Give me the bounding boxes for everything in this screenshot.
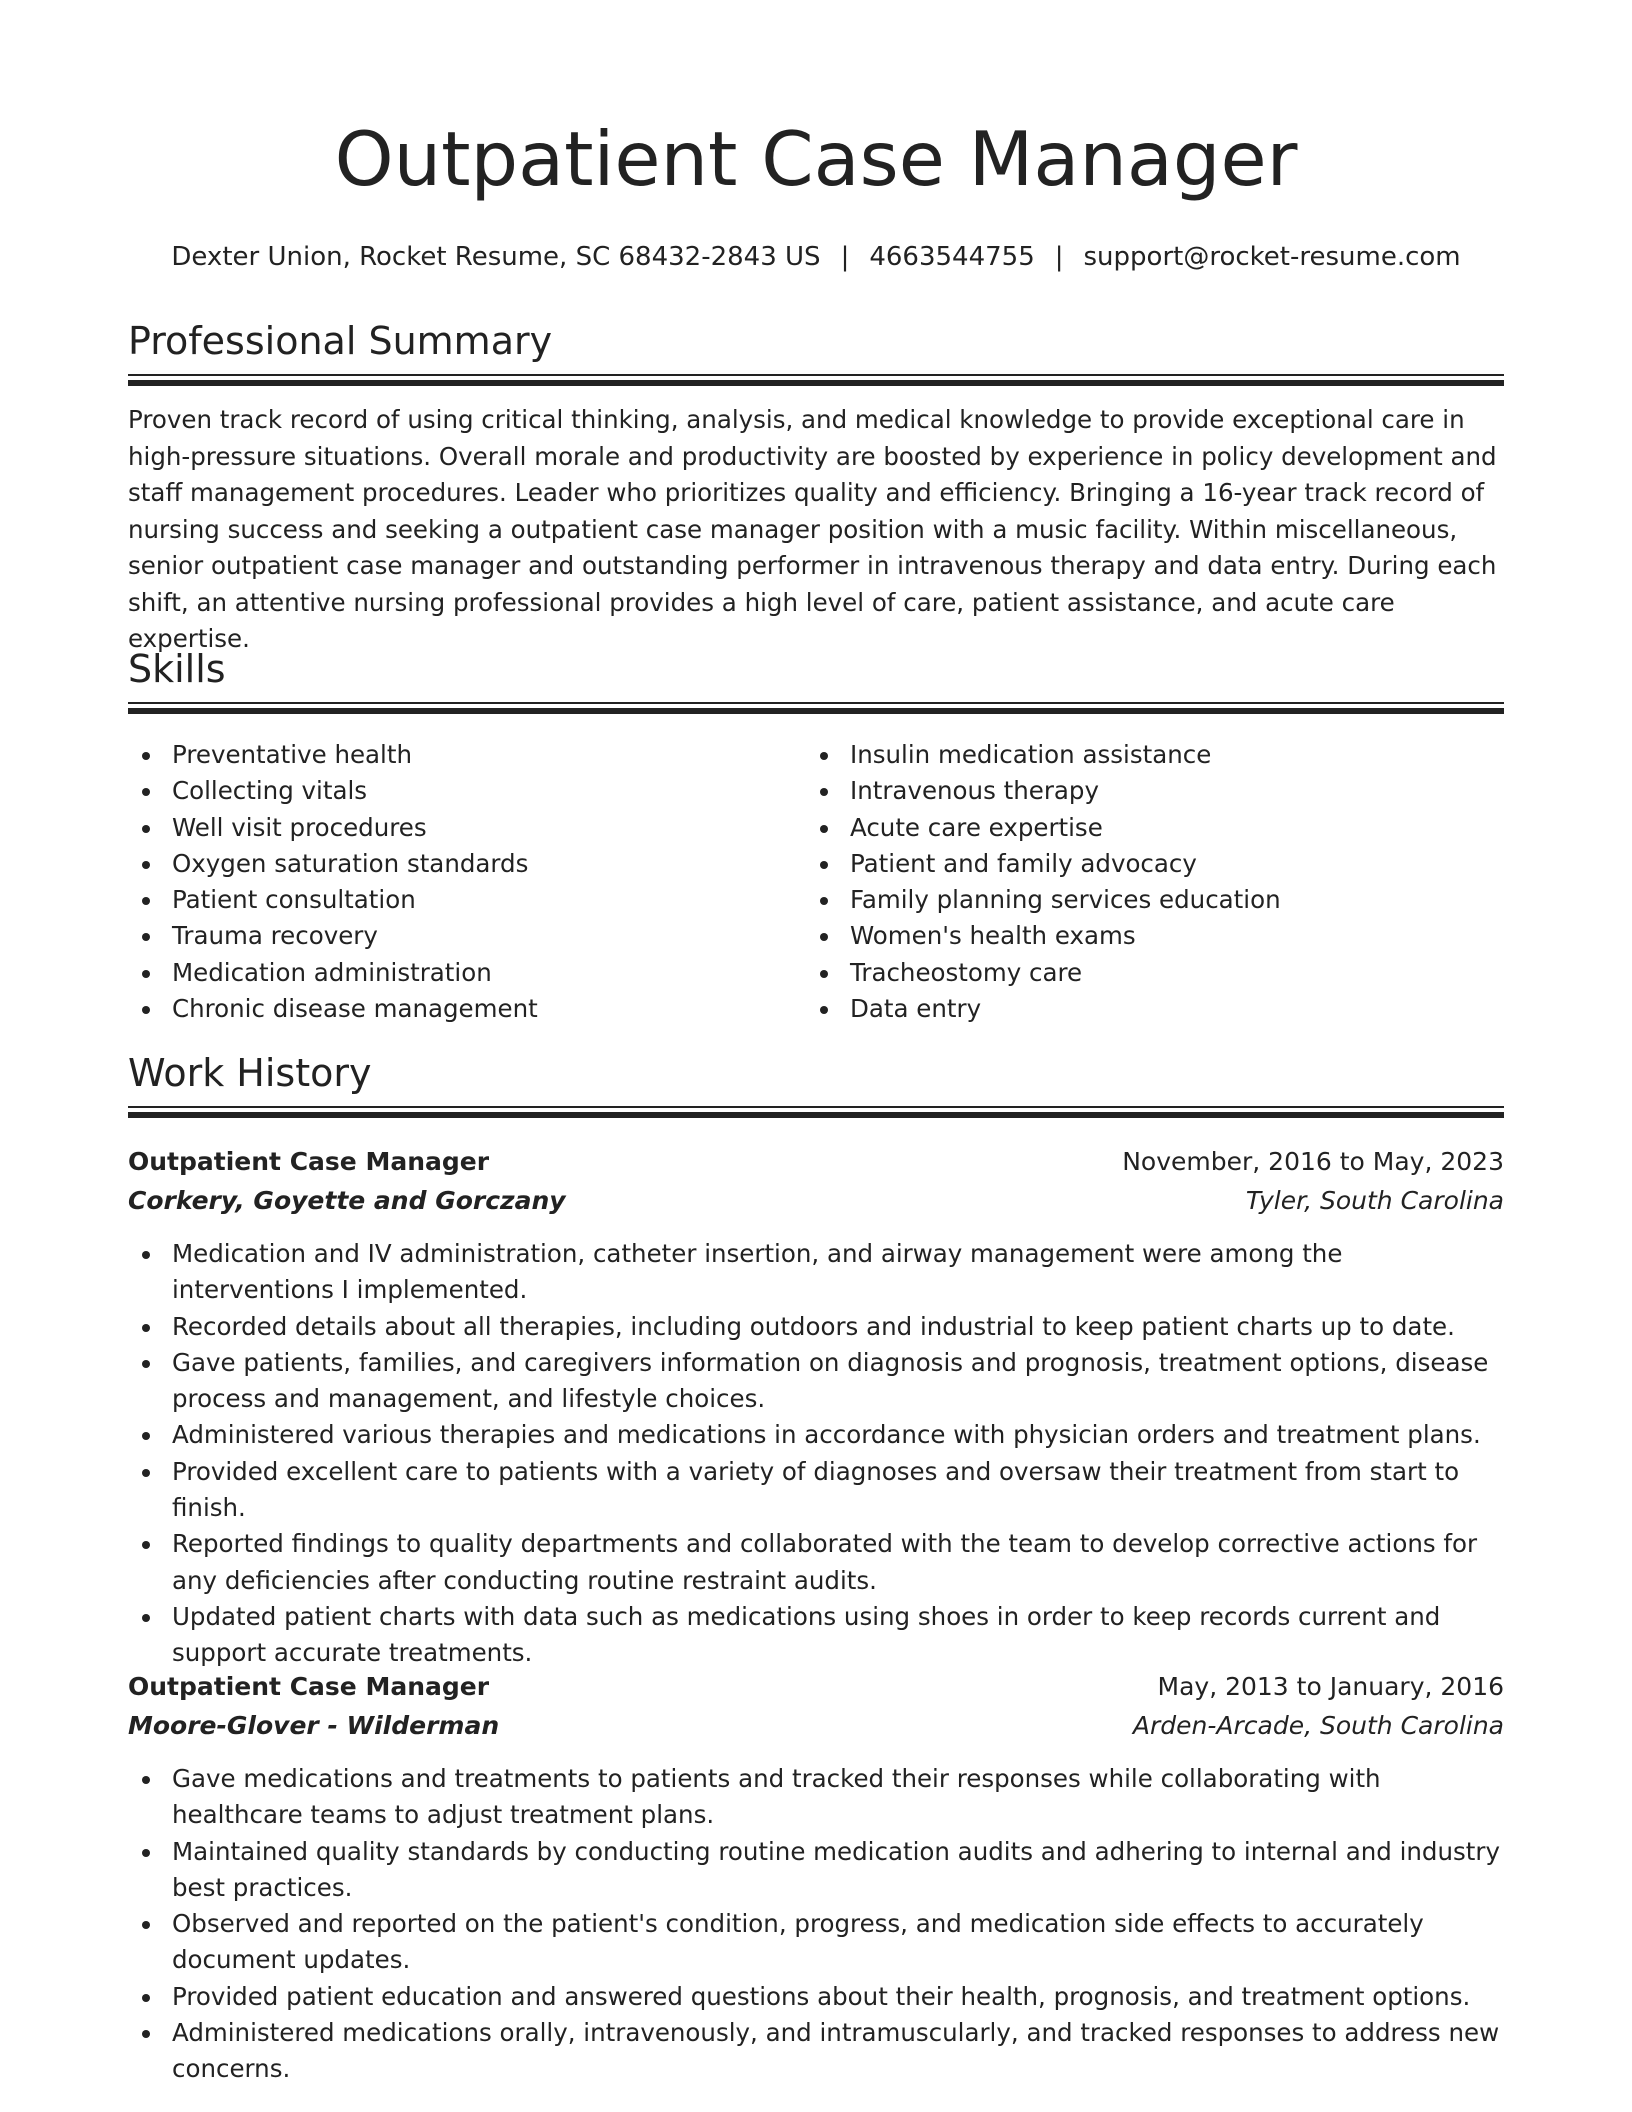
job-company: Corkery, Goyette and Gorczany: [128, 1186, 566, 1215]
section-divider: [128, 702, 1504, 714]
job-bullets: [128, 1761, 1504, 2088]
job-bullet: Medication and IV administration, catheter insertion, and airway management were among the interventions I implemented.: [128, 1236, 1504, 1309]
section-divider: [128, 1106, 1504, 1118]
skill-item: Data entry: [806, 991, 1466, 1027]
skill-item: Medication administration: [128, 955, 788, 991]
job-bullet: Provided excellent care to patients with a variety of diagnoses and oversaw their treatment from start to finish.: [128, 1454, 1504, 1527]
skill-item: Intravenous therapy: [806, 773, 1466, 809]
job-title: Outpatient Case Manager: [128, 1147, 490, 1176]
contact-address: Dexter Union, Rocket Resume, SC 68432-2843 US: [171, 242, 821, 272]
job-bullet: Observed and reported on the patient's condition, progress, and medication side effects to accurately document updates.: [128, 1906, 1504, 1979]
section-heading-summary: Professional Summary: [128, 319, 553, 363]
job-bullet: Administered various therapies and medications in accordance with physician orders and treatment plans.: [128, 1417, 1504, 1453]
skill-item: Women's health exams: [806, 918, 1466, 954]
job-bullet: Gave medications and treatments to patients and tracked their responses while collaborating with healthcare teams to adjust treatment plans.: [128, 1761, 1504, 1834]
skills-list-right: [806, 737, 1466, 1027]
section-divider: [128, 374, 1504, 386]
contact-separator: |: [1054, 242, 1064, 272]
job-dates: May, 2013 to January, 2016: [1157, 1672, 1504, 1701]
skill-item: Patient and family advocacy: [806, 846, 1466, 882]
job-title: Outpatient Case Manager: [128, 1672, 490, 1701]
skill-item: Tracheostomy care: [806, 955, 1466, 991]
job-bullets: [128, 1236, 1504, 1672]
job-dates: November, 2016 to May, 2023: [1122, 1147, 1504, 1176]
skill-item: Well visit procedures: [128, 810, 788, 846]
contact-email: support@rocket-resume.com: [1083, 242, 1461, 272]
job-bullet: Provided patient education and answered questions about their health, prognosis, and treatment options.: [128, 1979, 1504, 2015]
job-bullet: Updated patient charts with data such as medications using shoes in order to keep records current and support accurate treatments.: [128, 1599, 1504, 1672]
job-bullet: Reported findings to quality departments and collaborated with the team to develop corrective actions for any deficiencies after conducting routine restraint audits.: [128, 1526, 1504, 1599]
job-bullet: Maintained quality standards by conducting routine medication audits and adhering to internal and industry best practices.: [128, 1834, 1504, 1907]
skill-item: Oxygen saturation standards: [128, 846, 788, 882]
contact-separator: |: [840, 242, 850, 272]
skill-item: Collecting vitals: [128, 773, 788, 809]
skill-item: Insulin medication assistance: [806, 737, 1466, 773]
job-entry: [128, 1144, 1504, 1672]
contact-line: [128, 240, 1504, 274]
skill-item: Acute care expertise: [806, 810, 1466, 846]
resume-title: Outpatient Case Manager: [334, 115, 1298, 203]
contact-phone: 4663544755: [869, 242, 1035, 272]
skill-item: Family planning services education: [806, 882, 1466, 918]
skill-item: Trauma recovery: [128, 918, 788, 954]
job-location: Tyler, South Carolina: [1245, 1186, 1504, 1215]
job-bullet: Gave patients, families, and caregivers information on diagnosis and prognosis, treatment options, disease process and management, and lifestyle choices.: [128, 1345, 1504, 1418]
section-heading-skills: Skills: [128, 647, 226, 691]
summary-text: Proven track record of using critical thinking, analysis, and medical knowledge to provide exceptional care in high-pressure situations. Overall morale and productivity are boosted by experience in policy development and staff management procedures. Leader who prioritizes quality and efficiency. Bringing a 16-year track record of nursing success and seeking a outpatient case manager position with a music facility. Within miscellaneous, senior outpatient case manager and outstanding performer in intravenous therapy and data entry. During each shift, an attentive nursing professional provides a high level of care, patient assistance, and acute care expertise.: [128, 405, 1497, 653]
section-heading-work: Work History: [128, 1051, 372, 1095]
skill-item: Preventative health: [128, 737, 788, 773]
job-bullet: Administered medications orally, intravenously, and intramuscularly, and tracked responses to address new concerns.: [128, 2015, 1504, 2088]
skill-item: Patient consultation: [128, 882, 788, 918]
skills-list-left: [128, 737, 788, 1027]
job-bullet: Recorded details about all therapies, including outdoors and industrial to keep patient charts up to date.: [128, 1309, 1504, 1345]
job-location: Arden-Arcade, South Carolina: [1132, 1711, 1504, 1740]
job-entry: [128, 1669, 1504, 2088]
skill-item: Chronic disease management: [128, 991, 788, 1027]
job-company: Moore-Glover - Wilderman: [128, 1711, 500, 1740]
